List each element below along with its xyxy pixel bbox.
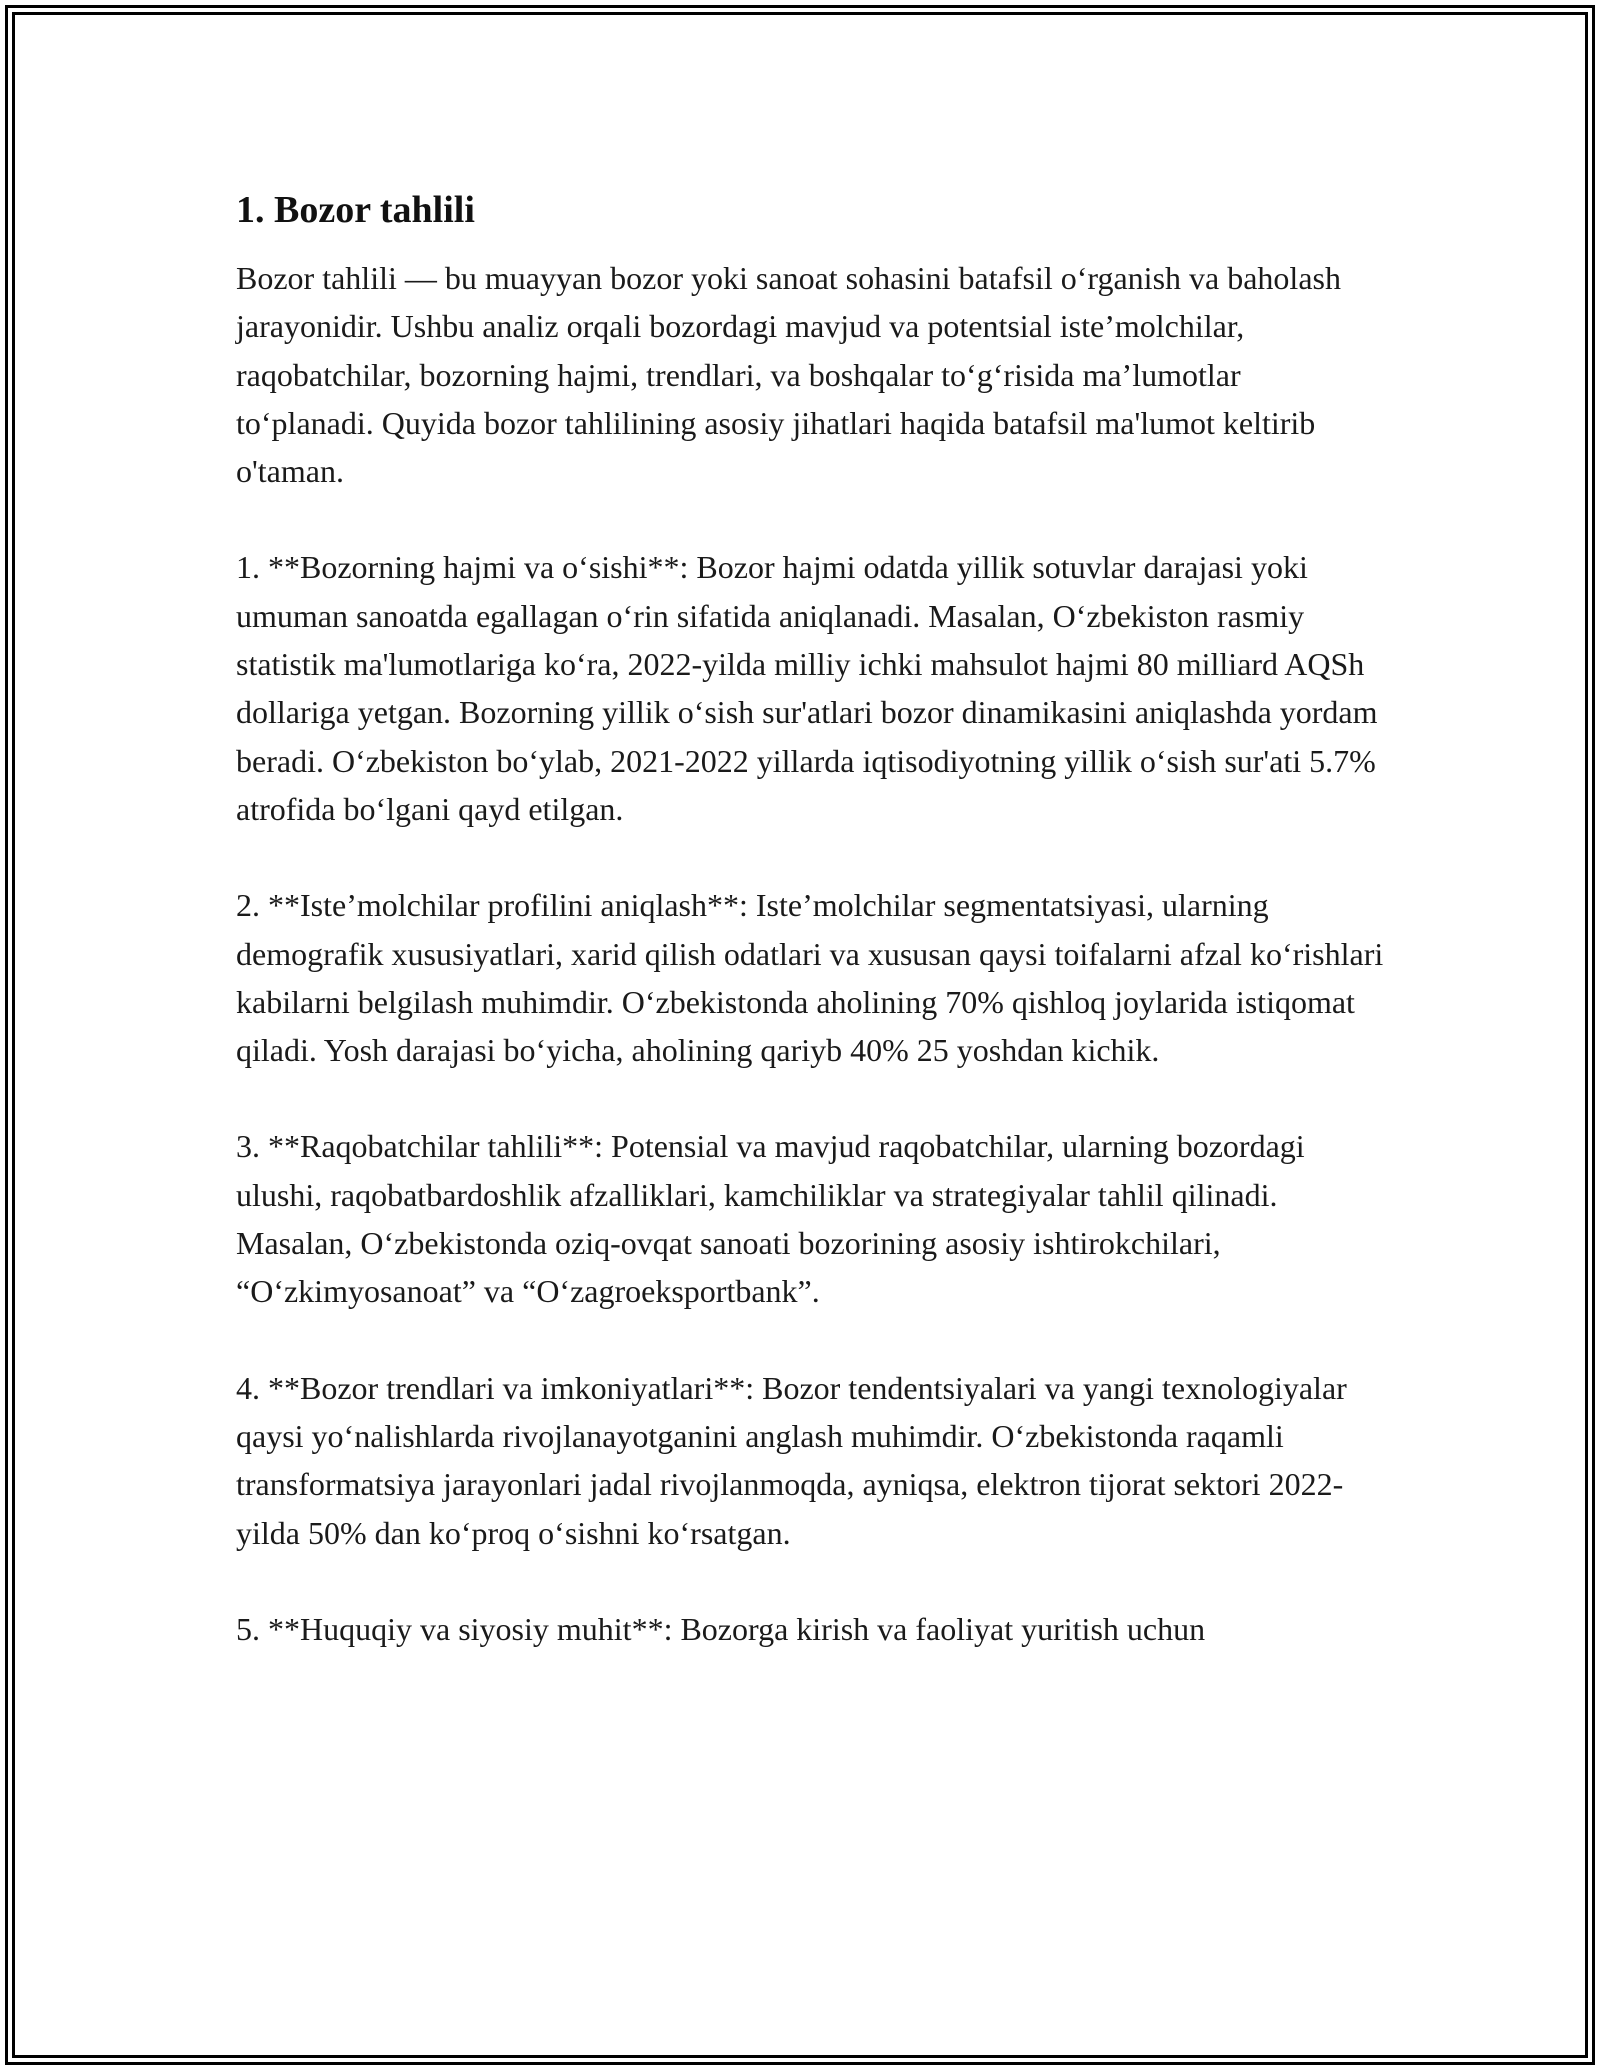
paragraph-competitors: 3. **Raqobatchilar tahlili**: Potensial va mavjud raqobatchilar, ularning bozordagi ulushi, raqobatbardoshlik afzalliklari, kamchiliklar va strategiyalar tahlil qilinadi. Masalan, O‘zbekistonda oziq-ovqat sanoati bozorining asosiy ishtirokchilari, “O‘zkimyosanoat” va “O‘zagroeksportbank”. [236, 1128, 1305, 1310]
paragraph-market-size: 1. **Bozorning hajmi va o‘sishi**: Bozor hajmi odatda yillik sotuvlar darajasi yoki umuman sanoatda egallagan o‘rin sifatida aniqlanadi. Masalan, O‘zbekiston rasmiy statistik ma'lumotlariga ko‘ra, 2022-yilda milliy ichki mahsulot hajmi 80 milliard AQSh dollariga yetgan. Bozorning yillik o‘sish sur'atlari bozor dinamikasini aniqlashda yordam beradi. O‘zbekiston bo‘ylab, 2021-2022 yillarda iqtisodiyotning yillik o‘sish sur'ati 5.7% atrofida bo‘lgani qayd etilgan. [236, 549, 1378, 827]
document-body [236, 186, 1386, 1701]
intro-paragraph: Bozor tahlili — bu muayyan bozor yoki sanoat sohasini batafsil o‘rganish va baholash jarayonidir. Ushbu analiz orqali bozordagi mavjud va potentsial iste’molchilar, raqobatchilar, bozorning hajmi, trendlari, va boshqalar to‘g‘risida ma’lumotlar to‘planadi. Quyida bozor tahlilining asosiy jihatlari haqida batafsil ma'lumot keltirib o'taman. [236, 260, 1341, 490]
paragraph-legal: 5. **Huquqiy va siyosiy muhit**: Bozorga kirish va faoliyat yuritish uchun [236, 1610, 1206, 1647]
paragraph-trends: 4. **Bozor trendlari va imkoniyatlari**: Bozor tendentsiyalari va yangi texnologiyalar qaysi yo‘nalishlarda rivojlanayotganini anglash muhimdir. O‘zbekistonda raqamli transformatsiya jarayonlari jadal rivojlanmoqda, ayniqsa, elektron tijorat sektori 2022-yilda 50% dan ko‘proq o‘sishni ko‘rsatgan. [236, 1369, 1347, 1551]
paragraph-consumer-profile: 2. **Iste’molchilar profilini aniqlash**: Iste’molchilar segmentatsiyasi, ularning demografik xususiyatlari, xarid qilish odatlari va xususan qaysi toifalarni afzal ko‘rishlari kabilarni belgilash muhimdir. O‘zbekistonda aholining 70% qishloq joylarida istiqomat qiladi. Yosh darajasi bo‘yicha, aholining qariyb 40% 25 yoshdan kichik. [236, 887, 1384, 1069]
document-title: 1. Bozor tahlili [236, 189, 475, 231]
